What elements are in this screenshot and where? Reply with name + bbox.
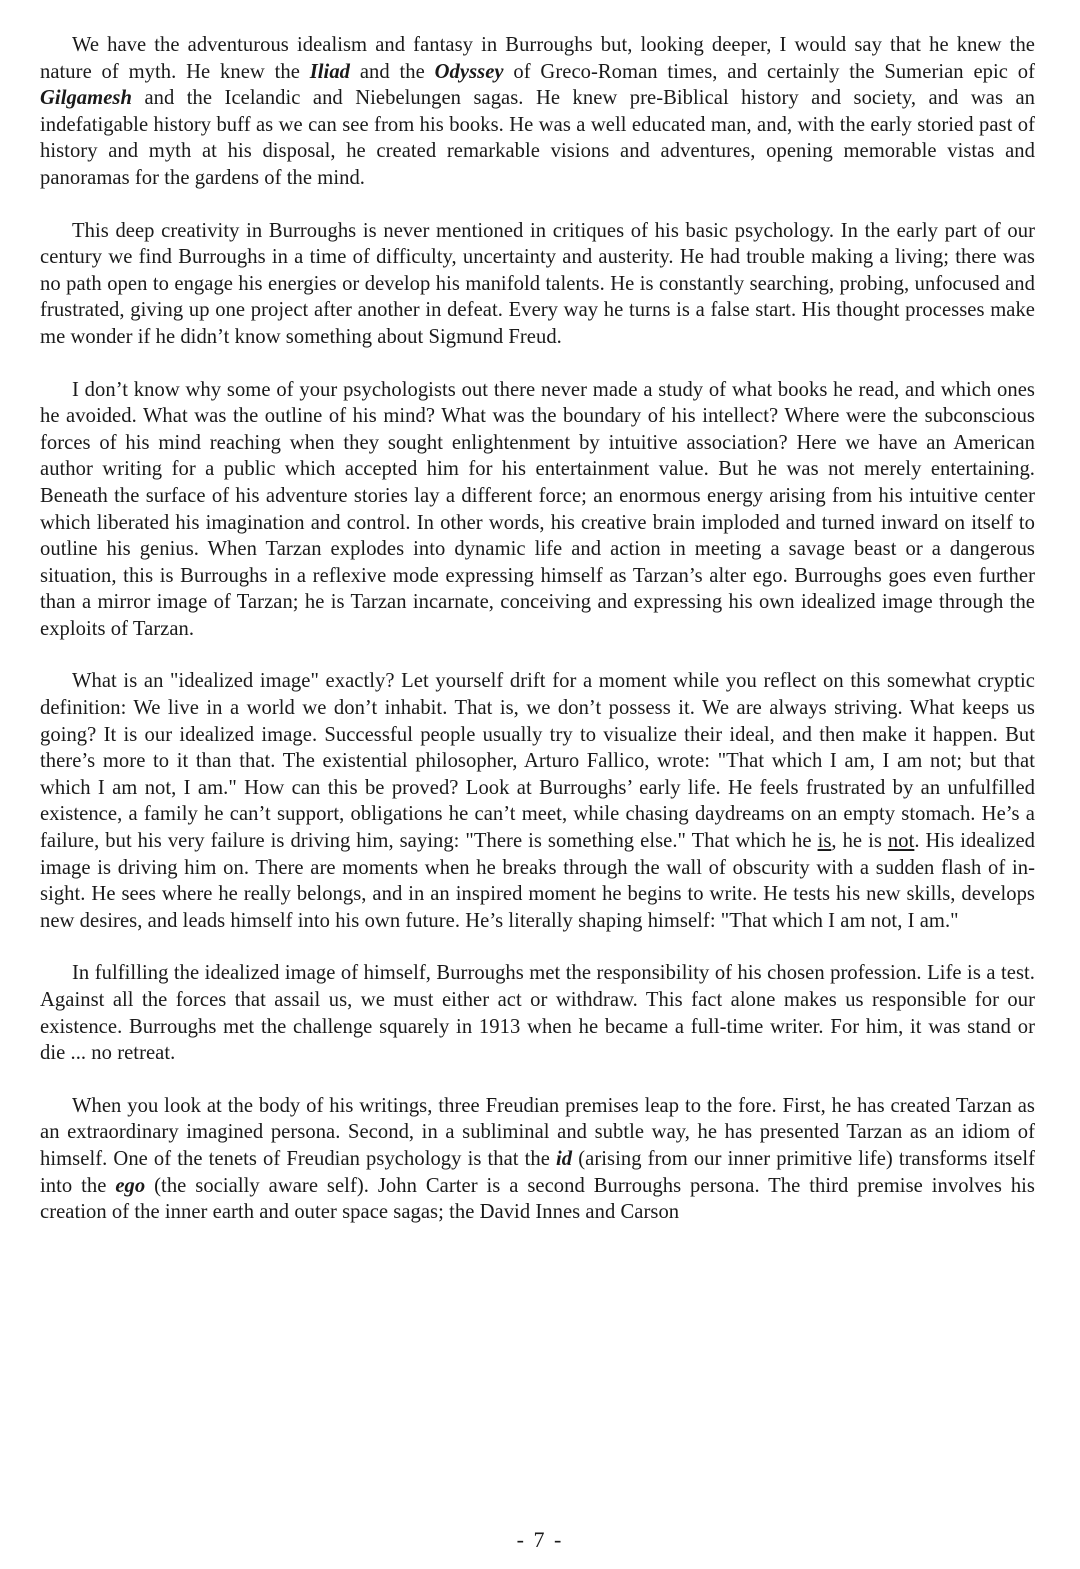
paragraph-4-run-5: . His idealized image is driving him on. There are moments when he breaks through the wall of obscurity with a sudden flash of in-sight. He sees where he really belongs, and in an inspired moment he begins to write. He tests his new skills, develops new desires, and leads himself into his own future. He’s literally shaping himself: "That which I am not, I am." xyxy=(40,830,1036,932)
paragraph-4-run-3: , he is xyxy=(831,830,888,853)
paragraph-3-run-1: I don’t know why some of your psychologists out there never made a study of what books he read, and which ones he avoided. What was the outline of his mind? What was the boundary of his intellect? Where were the subconscious forces of his mind reaching when they sought enlightenment by intuitive association? Here we have an American author writing for a public which accepted him for his entertainment value. But he was not merely entertaining. Beneath the surface of his adventure stories lay a different force; an enormous energy arising from his intuitive center which liberated his imagination and control. In other words, his creative brain imploded and turned inward on itself to outline his genius. When Tarzan explodes into dynamic life and action in meeting a savage beast or a dangerous situation, this is Burroughs in a reflexive mode expressing himself as Tarzan’s alter ego. Burroughs goes even further than a mirror image of Tarzan; he is Tarzan incarnate, conceiving and expressing his own idealized image through the exploits of Tarzan. xyxy=(40,378,1035,640)
paragraph-1-run-7: and the Icelandic and Niebelungen sagas. He knew pre-Biblical history and society, and was an indefatigable history buff as we can see from his books. He was a well educated man, and, with the early storied past of history and myth at his disposal, he created remarkable visions and adventures, opening memorable vistas and panoramas for the gardens of the mind. xyxy=(40,87,1035,189)
paragraph-5 xyxy=(40,960,1035,1066)
paragraph-5-run-1: In fulfilling the idealized image of himself, Burroughs met the responsibility of his chosen profession. Life is a test. Against all the forces that assail us, we must either act or withdraw. This fact alone makes us responsible for our existence. Burroughs met the challenge squarely in 1913 when he became a full-time writer. For him, it was stand or die ... no retreat. xyxy=(40,962,1035,1065)
term-id: id xyxy=(556,1147,573,1170)
paragraph-1-run-3: and the xyxy=(350,60,435,83)
page-number: - 7 - xyxy=(516,1527,564,1552)
title-odyssey: Odyssey xyxy=(434,60,504,83)
paragraph-3 xyxy=(40,377,1035,643)
paragraph-2 xyxy=(40,218,1035,351)
underlined-is: is xyxy=(817,830,832,853)
paragraph-2-run-1: This deep creativity in Burroughs is never mentioned in critiques of his basic psychology. In the early part of our century we find Burroughs in a time of difficulty, uncertainty and austerity. He had trouble making a living; there was no path open to engage his energies or develop his manifold talents. He is constantly searching, probing, unfocused and frustrated, giving up one project after another in defeat. Every way he turns is a false start. His thought processes make me wonder if he didn’t know something about Sigmund Freud. xyxy=(40,219,1035,348)
paragraph-4-run-1: What is an "idealized image" exactly? Let yourself drift for a moment while you reflect on this somewhat cryptic definition: We live in a world we don’t inhabit. That is, we don’t possess it. We are always striving. What keeps us going? It is our idealized image. Successful people usually try to visualize their ideal, and then make it happen. But there’s more to it than that. The existential philosopher, Arturo Fallico, wrote: "That which I am, I am not; but that which I am not, I am." How can this be proved? Look at Burroughs’ early life. He feels frustrated by an unfulfilled existence, a family he can’t support, obligations he can’t meet, while chasing daydreams on an empty stomach. He’s a failure, but his very failure is driving him, saying: "There is something else." That which he xyxy=(40,670,1035,853)
underlined-not: not xyxy=(887,830,915,853)
paragraph-6 xyxy=(40,1093,1035,1226)
title-gilgamesh: Gilgamesh xyxy=(40,87,132,110)
paragraph-1 xyxy=(40,32,1035,192)
title-iliad: Iliad xyxy=(309,60,351,83)
paragraph-6-run-5: (the socially aware self). John Carter is a second Burroughs persona. The third premise involves his creation of the inner earth and outer space sagas; the David Innes and Carson xyxy=(40,1174,1035,1224)
document-page xyxy=(40,32,1035,1252)
paragraph-4 xyxy=(40,668,1035,934)
paragraph-1-run-1: We have the adventurous idealism and fantasy in Burroughs but, looking deeper, I would say that he knew the nature of myth. He knew the xyxy=(40,34,1035,83)
paragraph-6-run-1: When you look at the body of his writings, three Freudian premises leap to the fore. First, he has created Tarzan as an extraordinary imagined persona. Second, in a subliminal and subtle way, he has presented Tarzan as an idiom of himself. One of the tenets of Freudian psychology is that the xyxy=(40,1094,1035,1170)
term-ego: ego xyxy=(115,1174,146,1197)
paragraph-1-run-5: of Greco-Roman times, and certainly the Sumerian epic of xyxy=(503,60,1035,83)
paragraph-6-run-3: (arising from our inner primitive life) transforms itself into the xyxy=(40,1147,1035,1197)
